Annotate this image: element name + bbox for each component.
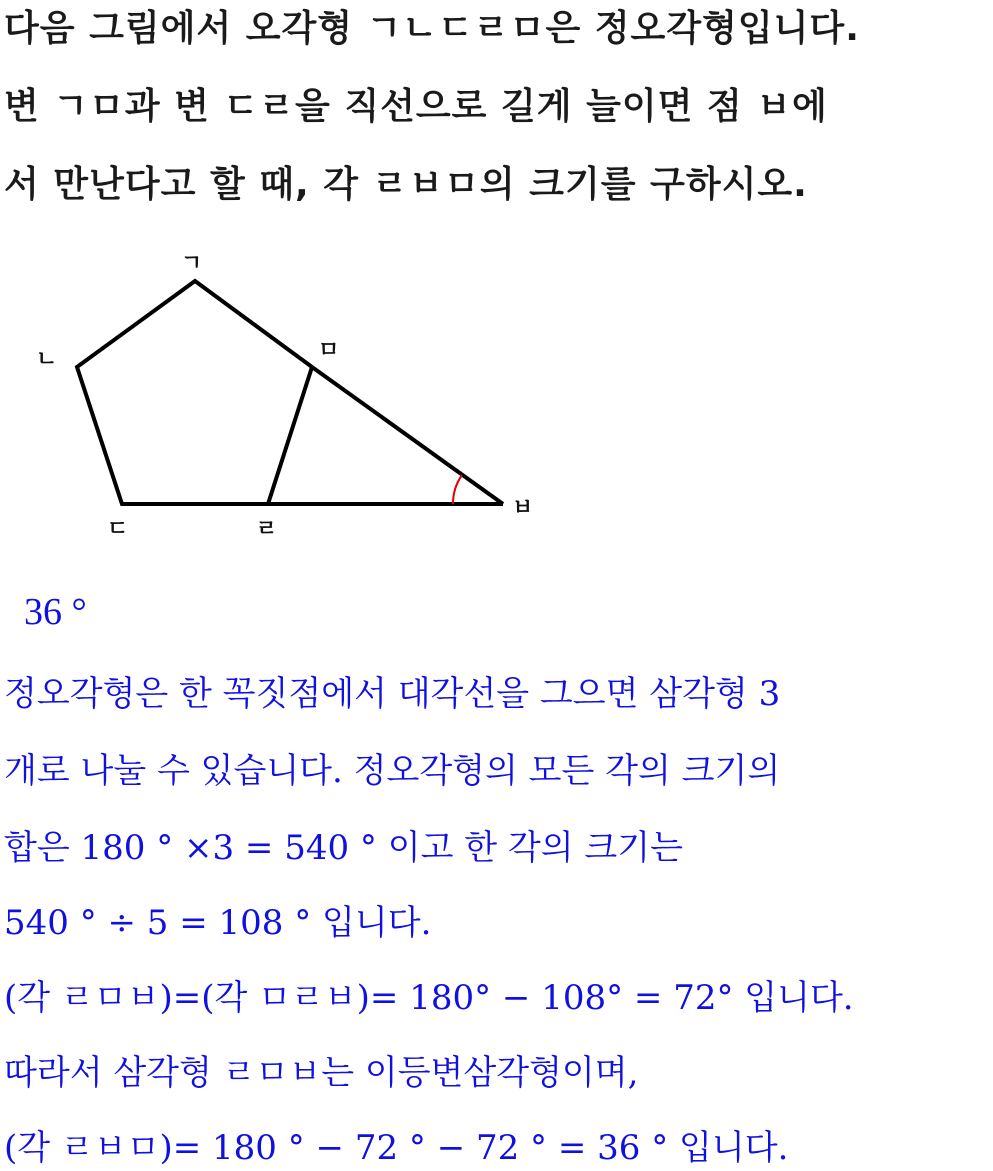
label-vertex-d: ㄹ	[256, 517, 278, 542]
angle-mark	[453, 475, 462, 504]
solution-line-3: 합은 180 ° ×3 = 540 ° 이고 한 각의 크기는	[4, 828, 683, 868]
answer-value: 36 °	[24, 591, 87, 633]
solution-line-2: 개로 나눌 수 있습니다. 정오각형의 모든 각의 크기의	[4, 751, 781, 791]
pentagon-figure	[0, 240, 600, 550]
solution-line-5: (각 ㄹㅁㅂ)=(각 ㅁㄹㅂ)= 180° − 108° = 72° 입니다.	[4, 978, 854, 1018]
solution-line-7: (각 ㄹㅂㅁ)= 180 ° − 72 ° − 72 ° = 36 ° 입니다.	[4, 1128, 789, 1168]
line-e-f	[312, 367, 503, 504]
solution-line-6: 따라서 삼각형 ㄹㅁㅂ는 이등변삼각형이며,	[4, 1053, 639, 1093]
question-line-1: 다음 그림에서 오각형 ㄱㄴㄷㄹㅁ은 정오각형입니다.	[4, 8, 860, 49]
label-vertex-e: ㅁ	[318, 338, 340, 363]
label-vertex-f: ㅂ	[512, 496, 534, 521]
solution-line-4: 540 ° ÷ 5 = 108 ° 입니다.	[4, 903, 432, 943]
label-vertex-c: ㄷ	[107, 517, 129, 542]
solution-line-1: 정오각형은 한 꼭짓점에서 대각선을 그으면 삼각형 3	[4, 674, 781, 714]
label-vertex-b: ㄴ	[36, 347, 58, 372]
label-vertex-a: ㄱ	[181, 251, 203, 276]
question-line-3: 서 만난다고 할 때, 각 ㄹㅂㅁ의 크기를 구하시오.	[4, 164, 808, 205]
line-d-e	[268, 367, 312, 504]
question-line-2: 변 ㄱㅁ과 변 ㄷㄹ을 직선으로 길게 늘이면 점 ㅂ에	[4, 86, 828, 127]
